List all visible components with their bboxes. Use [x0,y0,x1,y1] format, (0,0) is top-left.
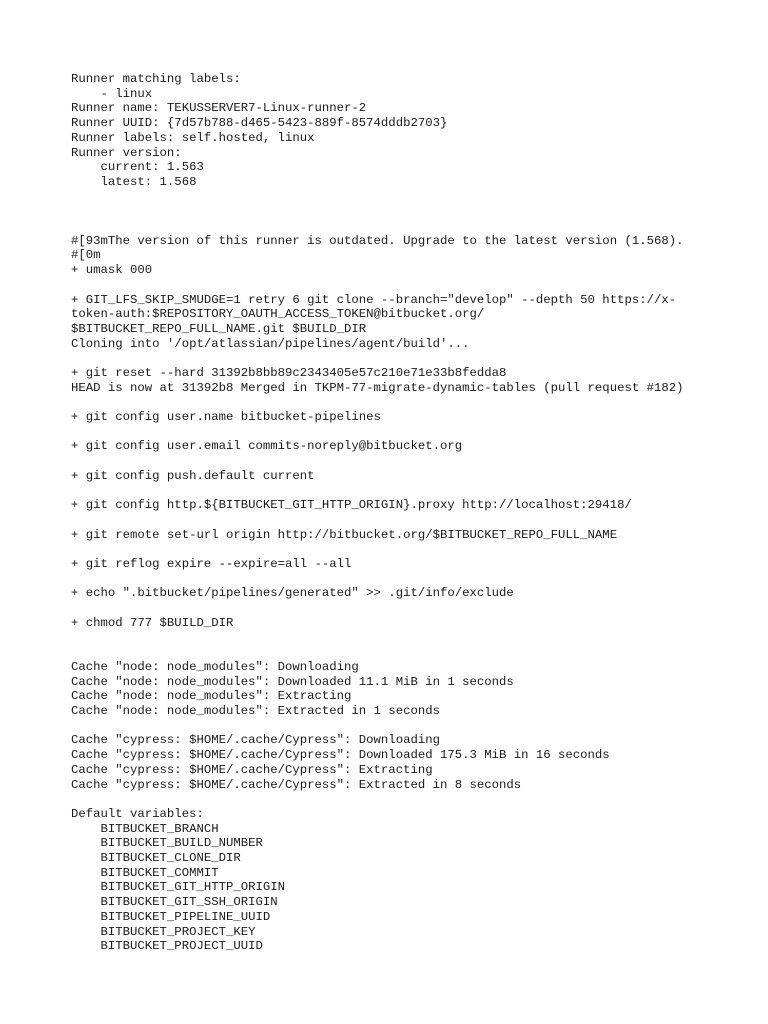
log-line: + echo ".bitbucket/pipelines/generated" >> .git/info/exclude [71,586,514,601]
log-line: + git config http.${BITBUCKET_GIT_HTTP_ORIGIN}.proxy http://localhost:29418/ [71,498,632,513]
log-line: Runner version: [71,145,182,160]
log-line: Cache "cypress: $HOME/.cache/Cypress": Extracting [71,762,433,777]
log-line: BITBUCKET_GIT_SSH_ORIGIN [71,895,278,910]
runner-info-block [71,72,731,190]
outdated-warning-block [71,234,731,278]
spacer [71,351,731,366]
log-line: BITBUCKET_CLONE_DIR [71,851,241,866]
default-variables-block [71,807,731,954]
log-line: HEAD is now at 31392b8 Merged in TKPM-77-migrate-dynamic-tables (pull request #182) [71,380,684,395]
log-line: BITBUCKET_COMMIT [71,865,219,880]
cache-node-block [71,660,731,719]
log-line: BITBUCKET_BRANCH [71,821,219,836]
log-line: Cloning into '/opt/atlassian/pipelines/agent/build'... [71,336,470,351]
log-line: Cache "node: node_modules": Downloading [71,659,359,674]
spacer [71,572,731,587]
git-clone-block [71,293,731,352]
log-line: #[93mThe version of this runner is outdated. Upgrade to the latest version (1.568). [71,233,684,248]
log-line: Runner UUID: {7d57b788-d465-5423-889f-8574dddb2703} [71,116,448,131]
spacer [71,190,731,219]
log-line: token-auth:$REPOSITORY_OAUTH_ACCESS_TOKEN@bitbucket.org/ [71,307,485,322]
log-line: BITBUCKET_BUILD_NUMBER [71,836,263,851]
spacer [71,513,731,528]
spacer [71,792,731,807]
log-line: BITBUCKET_GIT_HTTP_ORIGIN [71,880,286,895]
spacer [71,484,731,499]
spacer [71,542,731,557]
log-line: Cache "cypress: $HOME/.cache/Cypress": Downloaded 175.3 MiB in 16 seconds [71,748,610,763]
log-line: + git reset --hard 31392b8bb89c2343405e57c210e71e33b8fedda8 [71,366,507,380]
log-line: Runner labels: self.hosted, linux [71,130,315,145]
log-line: + chmod 777 $BUILD_DIR [71,615,234,630]
log-line: Default variables: [71,806,204,821]
log-line: Runner matching labels: [71,72,241,86]
log-line: + umask 000 [71,263,153,278]
spacer [71,454,731,469]
log-line: + git config user.name bitbucket-pipelines [71,410,381,425]
spacer [71,395,731,410]
log-line: BITBUCKET_PIPELINE_UUID [71,909,271,924]
log-line: + git reflog expire --expire=all --all [71,557,352,572]
log-line: Cache "node: node_modules": Downloaded 11.1 MiB in 1 seconds [71,674,514,689]
log-line: BITBUCKET_PROJECT_UUID [71,939,263,954]
spacer [71,719,731,734]
build-log [71,72,731,954]
log-line: + GIT_LFS_SKIP_SMUDGE=1 retry 6 git clone --branch="develop" --depth 50 https://x- [71,292,677,307]
spacer [71,425,731,440]
spacer [71,219,731,234]
log-line: current: 1.563 [71,160,204,175]
spacer [71,601,731,616]
git-reset-block [71,366,731,395]
cache-cypress-block [71,733,731,792]
log-line: Cache "cypress: $HOME/.cache/Cypress": Downloading [71,733,440,748]
log-line: Runner name: TEKUSSERVER7-Linux-runner-2 [71,101,367,116]
log-line: BITBUCKET_PROJECT_KEY [71,924,256,939]
log-line: - linux [71,86,153,101]
log-line: + git config user.email commits-noreply@bitbucket.org [71,439,463,454]
log-line: Cache "node: node_modules": Extracting [71,689,352,704]
spacer [71,278,731,293]
log-line: + git config push.default current [71,468,315,483]
log-line: $BITBUCKET_REPO_FULL_NAME.git $BUILD_DIR [71,321,367,336]
log-line: Cache "node: node_modules": Extracted in 1 seconds [71,704,440,719]
log-line: Cache "cypress: $HOME/.cache/Cypress": Extracted in 8 seconds [71,777,522,792]
log-line: latest: 1.568 [71,174,197,189]
log-line: #[0m [71,248,101,263]
spacer [71,631,731,660]
log-line: + git remote set-url origin http://bitbucket.org/$BITBUCKET_REPO_FULL_NAME [71,527,618,542]
